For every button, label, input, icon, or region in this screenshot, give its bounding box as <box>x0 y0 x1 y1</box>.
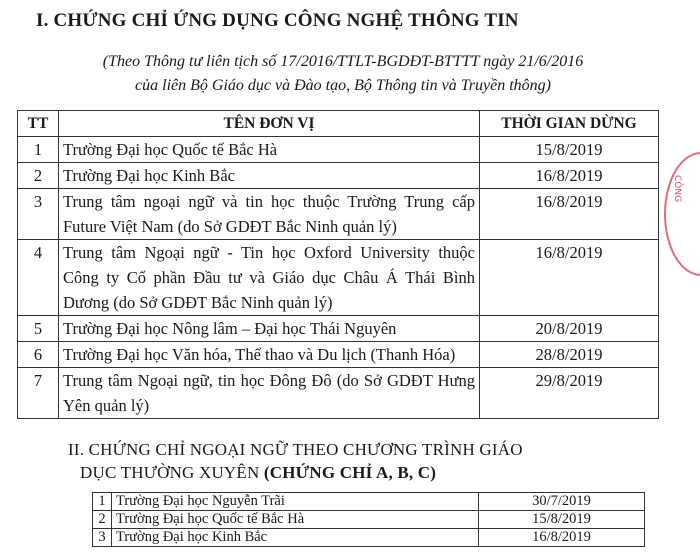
stop-date: 16/8/2019 <box>480 163 659 189</box>
section-2-title-line-2-text: DỤC THƯỜNG XUYÊN <box>80 463 264 482</box>
language-certificate-table <box>92 492 645 547</box>
row-number: 3 <box>18 189 59 240</box>
official-stamp-seal <box>664 152 700 276</box>
row-number: 7 <box>18 368 59 419</box>
stop-date: 30/7/2019 <box>479 493 645 511</box>
unit-name: Trường Đại học Quốc tế Bắc Hà <box>59 137 480 163</box>
stop-date: 15/8/2019 <box>479 511 645 529</box>
legal-basis-note <box>18 50 668 98</box>
table-row <box>18 316 659 342</box>
row-number: 2 <box>93 511 112 529</box>
stop-date: 29/8/2019 <box>480 368 659 419</box>
unit-name: Trường Đại học Nguyễn Trãi <box>112 493 479 511</box>
table-row <box>93 511 645 529</box>
section-2-title-line-2-bold: (CHỨNG CHỈ A, B, C) <box>263 463 437 482</box>
stop-date: 20/8/2019 <box>480 316 659 342</box>
stop-date: 28/8/2019 <box>480 342 659 368</box>
row-number: 6 <box>18 342 59 368</box>
header-stop-date: THỜI GIAN DỪNG <box>480 111 659 137</box>
stop-date: 15/8/2019 <box>480 137 659 163</box>
section-2-title-line-2 <box>68 461 668 484</box>
row-number: 1 <box>18 137 59 163</box>
row-number: 3 <box>93 529 112 547</box>
unit-name: Trường Đại học Nông lâm – Đại học Thái Nguyên <box>59 316 480 342</box>
header-tt: TT <box>18 111 59 137</box>
header-unit-name: TÊN ĐƠN VỊ <box>59 111 480 137</box>
section-2-title-line-1: II. CHỨNG CHỈ NGOẠI NGỮ THEO CHƯƠNG TRÌNH GIÁO <box>68 440 523 459</box>
it-certificate-table <box>17 110 659 419</box>
section-1-title: I. CHỨNG CHỈ ỨNG DỤNG CÔNG NGHỆ THÔNG TIN <box>36 10 519 31</box>
legal-basis-line-1: (Theo Thông tư liên tịch số 17/2016/TTLT-BGDĐT-BTTTT ngày 21/6/2016 <box>102 53 584 70</box>
table-header-row <box>18 111 659 137</box>
row-number: 1 <box>93 493 112 511</box>
stamp-text: CÔNG <box>672 175 682 203</box>
table-row <box>18 137 659 163</box>
unit-name: Trung tâm Ngoại ngữ - Tin học Oxford University thuộc Công ty Cổ phần Đầu tư và Giáo dục Châu Á Thái Bình Dương (do Sở GDĐT Bắc Ninh quản lý) <box>59 240 480 316</box>
table-row <box>18 368 659 419</box>
table-row <box>18 189 659 240</box>
table-row <box>18 342 659 368</box>
unit-name: Trường Đại học Kinh Bắc <box>112 529 479 547</box>
unit-name: Trường Đại học Quốc tế Bắc Hà <box>112 511 479 529</box>
row-number: 5 <box>18 316 59 342</box>
unit-name: Trung tâm Ngoại ngữ, tin học Đông Đô (do Sở GDĐT Hưng Yên quản lý) <box>59 368 480 419</box>
legal-basis-line-2: của liên Bộ Giáo dục và Đào tạo, Bộ Thông tin và Truyền thông) <box>135 77 551 94</box>
row-number: 4 <box>18 240 59 316</box>
table-row <box>93 493 645 511</box>
table-row <box>93 529 645 547</box>
row-number: 2 <box>18 163 59 189</box>
stop-date: 16/8/2019 <box>480 240 659 316</box>
unit-name: Trung tâm ngoại ngữ và tin học thuộc Trường Trung cấp Future Việt Nam (do Sở GDĐT Bắc Ninh quản lý) <box>59 189 480 240</box>
table-row <box>18 240 659 316</box>
stop-date: 16/8/2019 <box>480 189 659 240</box>
unit-name: Trường Đại học Văn hóa, Thể thao và Du lịch (Thanh Hóa) <box>59 342 480 368</box>
stop-date: 16/8/2019 <box>479 529 645 547</box>
unit-name: Trường Đại học Kinh Bắc <box>59 163 480 189</box>
table-row <box>18 163 659 189</box>
section-2-title <box>68 438 668 484</box>
